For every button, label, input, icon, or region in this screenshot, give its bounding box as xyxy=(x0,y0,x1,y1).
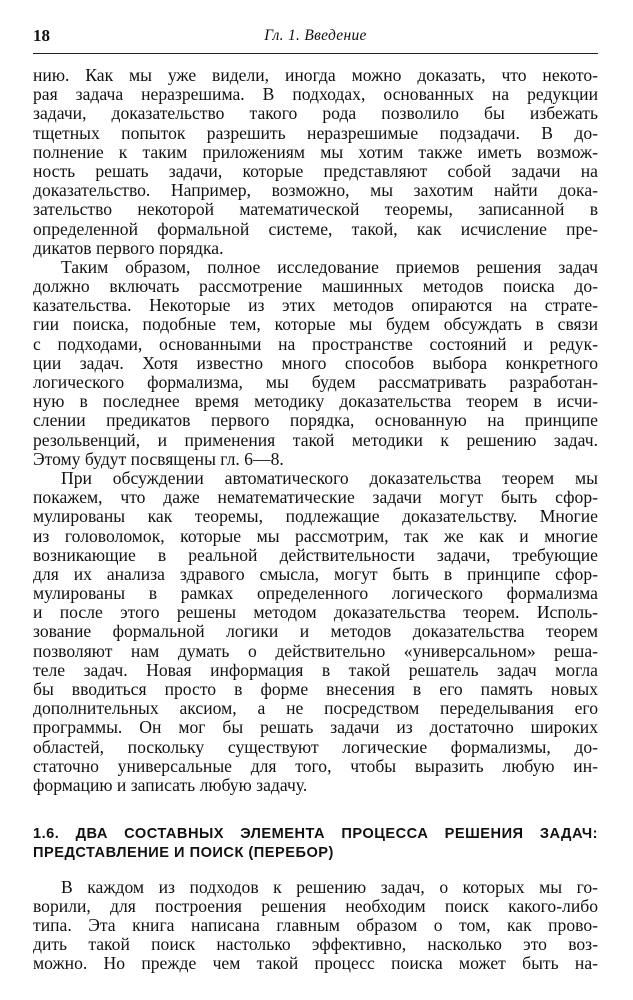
text-line: тщетных попыток разрешить неразрешимые подзадачи. В до- xyxy=(33,123,598,143)
header-rule xyxy=(33,53,598,54)
text-line: определенной формальной системе, такой, как исчисление пре- xyxy=(33,219,598,239)
text-line: мулированы как теоремы, подлежащие доказательству. Многие xyxy=(33,507,598,527)
text-line: нию. Как мы уже видели, иногда можно доказать, что некото- xyxy=(33,66,598,85)
text-line: бы вводиться просто в форме внесения в его память новых xyxy=(33,680,598,699)
paragraph-1 xyxy=(33,66,598,258)
text-line: рая задача неразрешима. В подходах, основанных на редукции xyxy=(33,85,598,105)
paragraph-3 xyxy=(33,469,598,795)
text-line: ность решать задачи, которые представляют собой задачи на xyxy=(33,161,598,181)
text-line: дикатов первого порядка. xyxy=(33,238,224,258)
text-line: зательство некоторой математической теоремы, записанной в xyxy=(33,200,598,220)
text-line: областей, поскольку существуют логические формализмы, до- xyxy=(33,737,598,757)
chapter-title: Гл. 1. Введение xyxy=(264,27,367,44)
text-line: ную в последнее время методику доказательства теорем в исчи- xyxy=(33,392,598,412)
text-line: полнение к таким приложениям мы хотим также иметь возмож- xyxy=(33,142,598,162)
section-heading-line: 1.6. ДВА СОСТАВНЫХ ЭЛЕМЕНТА ПРОЦЕССА РЕШЕНИЯ ЗАДАЧ: xyxy=(33,826,598,843)
text-line: покажем, что даже нематематические задачи могут быть сфор- xyxy=(33,488,598,508)
paragraph-2 xyxy=(33,258,598,469)
section-heading xyxy=(33,825,598,863)
text-line: статочно универсальные для того, чтобы выразить любую ин- xyxy=(33,756,598,776)
section-paragraph xyxy=(33,878,598,974)
text-line: и после этого решены методом доказательства теорем. Исполь- xyxy=(33,603,598,623)
text-line: из головоломок, которые мы рассмотрим, так же как и многие xyxy=(33,526,598,546)
running-head xyxy=(33,26,598,48)
text-line: ворили, для построения решения необходим поиск какого-либо xyxy=(33,896,598,916)
text-line: для их анализа здравого смысла, могут быть в принципе сфор- xyxy=(33,564,598,584)
text-line: теле задач. Новая информация в такой решатель задач могла xyxy=(33,660,598,680)
text-line: логического формализма, мы будем рассматривать разработан- xyxy=(33,373,598,392)
text-line: дополнительных аксиом, а не посредством переделывания его xyxy=(33,699,598,719)
text-line: ции задач. Хотя известно много способов выбора конкретного xyxy=(33,353,598,373)
body-text xyxy=(33,66,598,973)
text-line: резольвенций, и применения такой методики к решению задач. xyxy=(33,430,598,450)
text-line: доказательство. Например, возможно, мы захотим найти дока- xyxy=(33,181,598,201)
section-heading-line: ПРЕДСТАВЛЕНИЕ И ПОИСК (ПЕРЕБОР) xyxy=(33,845,334,862)
text-line: В каждом из подходов к решению задач, о которых мы го- xyxy=(61,877,598,897)
text-line: мулированы в рамках определенного логического формализма xyxy=(33,584,598,604)
text-line: позволяют нам думать о действительно «универсальном» реша- xyxy=(33,641,598,661)
section-gap xyxy=(33,795,598,825)
text-line: гии поиска, подобные тем, которые мы будем обсуждать в связи xyxy=(33,315,598,335)
text-line: возникающие в реальной действительности задачи, требующие xyxy=(33,545,598,565)
text-line: Таким образом, полное исследование приемов решения задач xyxy=(61,257,598,277)
text-line: можно. Но прежде чем такой процесс поиска может быть на- xyxy=(33,954,598,974)
text-line: типа. Эта книга написана главным образом о том, как прово- xyxy=(33,915,598,935)
text-line: слении предикатов первого порядка, основанную на принципе xyxy=(33,411,598,431)
text-line: формацию и записать любую задачу. xyxy=(33,775,308,795)
text-line: программы. Он мог бы решать задачи из достаточно широких xyxy=(33,718,598,738)
text-line: задачи, доказательство такого рода позволило бы избежать xyxy=(33,104,598,124)
text-line: При обсуждении автоматического доказательства теорем мы xyxy=(61,468,598,488)
text-line: казательства. Некоторые из этих методов опираются на страте- xyxy=(33,296,598,316)
text-line: дить такой поиск настолько эффективно, насколько это воз- xyxy=(33,935,598,955)
text-line: с подходами, основанными на пространстве состояний и редук- xyxy=(33,334,598,354)
heading-gap xyxy=(33,864,598,878)
text-line: должно включать рассмотрение машинных методов поиска до- xyxy=(33,277,598,297)
text-line: зование формальной логики и методов доказательства теорем xyxy=(33,622,598,642)
text-line: Этому будут посвящены гл. 6—8. xyxy=(33,449,284,469)
page-number: 18 xyxy=(33,26,50,45)
